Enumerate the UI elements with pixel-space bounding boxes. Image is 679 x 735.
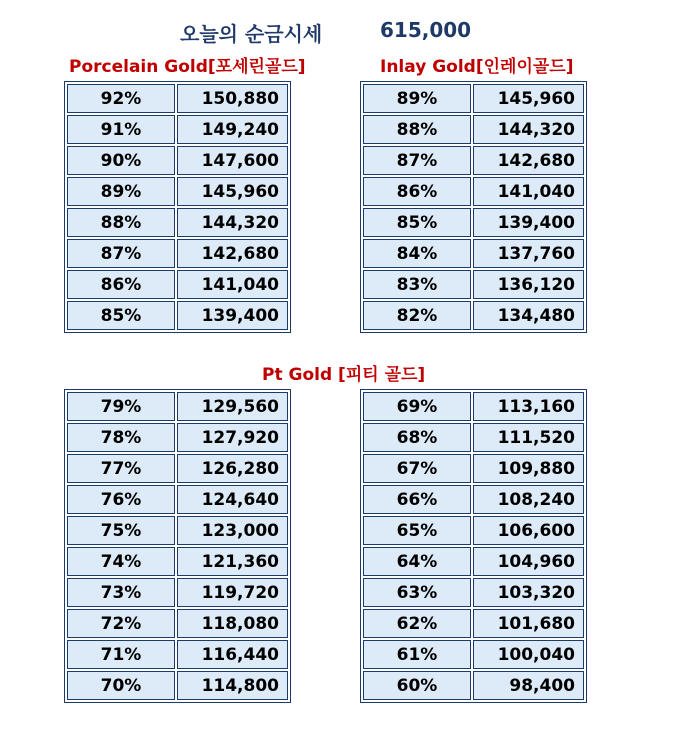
purity-cell: 72% [67,609,175,638]
price-cell: 124,640 [177,485,288,514]
purity-cell: 66% [363,485,471,514]
table-row [363,84,584,113]
price-cell: 141,040 [473,177,584,206]
price-cell: 101,680 [473,609,584,638]
purity-cell: 85% [363,208,471,237]
table-row [67,671,288,700]
table-row [67,239,288,268]
table-row [67,301,288,330]
purity-cell: 82% [363,301,471,330]
purity-cell: 89% [67,177,175,206]
purity-cell: 60% [363,671,471,700]
purity-cell: 61% [363,640,471,669]
section-title-pt: Pt Gold [피티 골드] [262,365,426,385]
purity-cell: 92% [67,84,175,113]
inlay-price-table [360,81,587,333]
purity-cell: 86% [67,270,175,299]
price-cell: 145,960 [177,177,288,206]
price-cell: 104,960 [473,547,584,576]
table-row [363,239,584,268]
table-row [363,640,584,669]
purity-cell: 88% [67,208,175,237]
price-cell: 119,720 [177,578,288,607]
purity-cell: 79% [67,392,175,421]
pt-price-table-right [360,389,587,703]
table-row [363,270,584,299]
price-cell: 142,680 [177,239,288,268]
table-row [67,84,288,113]
price-cell: 98,400 [473,671,584,700]
price-cell: 145,960 [473,84,584,113]
price-cell: 127,920 [177,423,288,452]
table-row [363,485,584,514]
purity-cell: 78% [67,423,175,452]
price-cell: 141,040 [177,270,288,299]
purity-cell: 62% [363,609,471,638]
purity-cell: 85% [67,301,175,330]
purity-cell: 90% [67,146,175,175]
purity-cell: 71% [67,640,175,669]
purity-cell: 75% [67,516,175,545]
purity-cell: 74% [67,547,175,576]
table-row [363,609,584,638]
purity-cell: 69% [363,392,471,421]
price-cell: 136,120 [473,270,584,299]
gold-price: 615,000 [380,18,472,42]
title-label: 오늘의 순금시세 [180,22,323,46]
table-row [363,177,584,206]
purity-cell: 77% [67,454,175,483]
table-row [363,392,584,421]
price-cell: 113,160 [473,392,584,421]
price-cell: 121,360 [177,547,288,576]
table-row [67,547,288,576]
table-row [363,423,584,452]
purity-cell: 91% [67,115,175,144]
purity-cell: 83% [363,270,471,299]
price-cell: 111,520 [473,423,584,452]
purity-cell: 87% [363,146,471,175]
price-cell: 100,040 [473,640,584,669]
price-cell: 144,320 [177,208,288,237]
price-cell: 149,240 [177,115,288,144]
table-row [67,146,288,175]
price-cell: 123,000 [177,516,288,545]
price-cell: 116,440 [177,640,288,669]
price-cell: 137,760 [473,239,584,268]
price-cell: 139,400 [473,208,584,237]
purity-cell: 68% [363,423,471,452]
price-cell: 126,280 [177,454,288,483]
purity-cell: 86% [363,177,471,206]
table-row [67,392,288,421]
price-cell: 147,600 [177,146,288,175]
pt-price-table-left [64,389,291,703]
price-cell: 142,680 [473,146,584,175]
price-cell: 150,880 [177,84,288,113]
purity-cell: 87% [67,239,175,268]
page-title [0,18,679,48]
table-row [363,146,584,175]
table-row [363,301,584,330]
price-cell: 118,080 [177,609,288,638]
purity-cell: 65% [363,516,471,545]
purity-cell: 88% [363,115,471,144]
table-row [363,547,584,576]
table-row [67,177,288,206]
price-cell: 108,240 [473,485,584,514]
table-row [67,115,288,144]
price-cell: 103,320 [473,578,584,607]
purity-cell: 84% [363,239,471,268]
table-row [67,578,288,607]
price-cell: 129,560 [177,392,288,421]
section-title-inlay: Inlay Gold[인레이골드] [380,57,574,77]
section-title-porcelain: Porcelain Gold[포세린골드] [69,57,306,77]
price-cell: 139,400 [177,301,288,330]
table-row [363,578,584,607]
price-cell: 109,880 [473,454,584,483]
table-row [67,516,288,545]
price-cell: 144,320 [473,115,584,144]
table-row [67,454,288,483]
price-cell: 134,480 [473,301,584,330]
purity-cell: 70% [67,671,175,700]
porcelain-price-table [64,81,291,333]
table-row [67,640,288,669]
purity-cell: 64% [363,547,471,576]
table-row [67,485,288,514]
table-row [67,208,288,237]
price-cell: 114,800 [177,671,288,700]
purity-cell: 76% [67,485,175,514]
purity-cell: 73% [67,578,175,607]
table-row [363,516,584,545]
table-row [67,609,288,638]
table-row [363,208,584,237]
purity-cell: 63% [363,578,471,607]
purity-cell: 89% [363,84,471,113]
table-row [363,454,584,483]
table-row [67,270,288,299]
table-row [363,115,584,144]
purity-cell: 67% [363,454,471,483]
table-row [363,671,584,700]
price-cell: 106,600 [473,516,584,545]
table-row [67,423,288,452]
